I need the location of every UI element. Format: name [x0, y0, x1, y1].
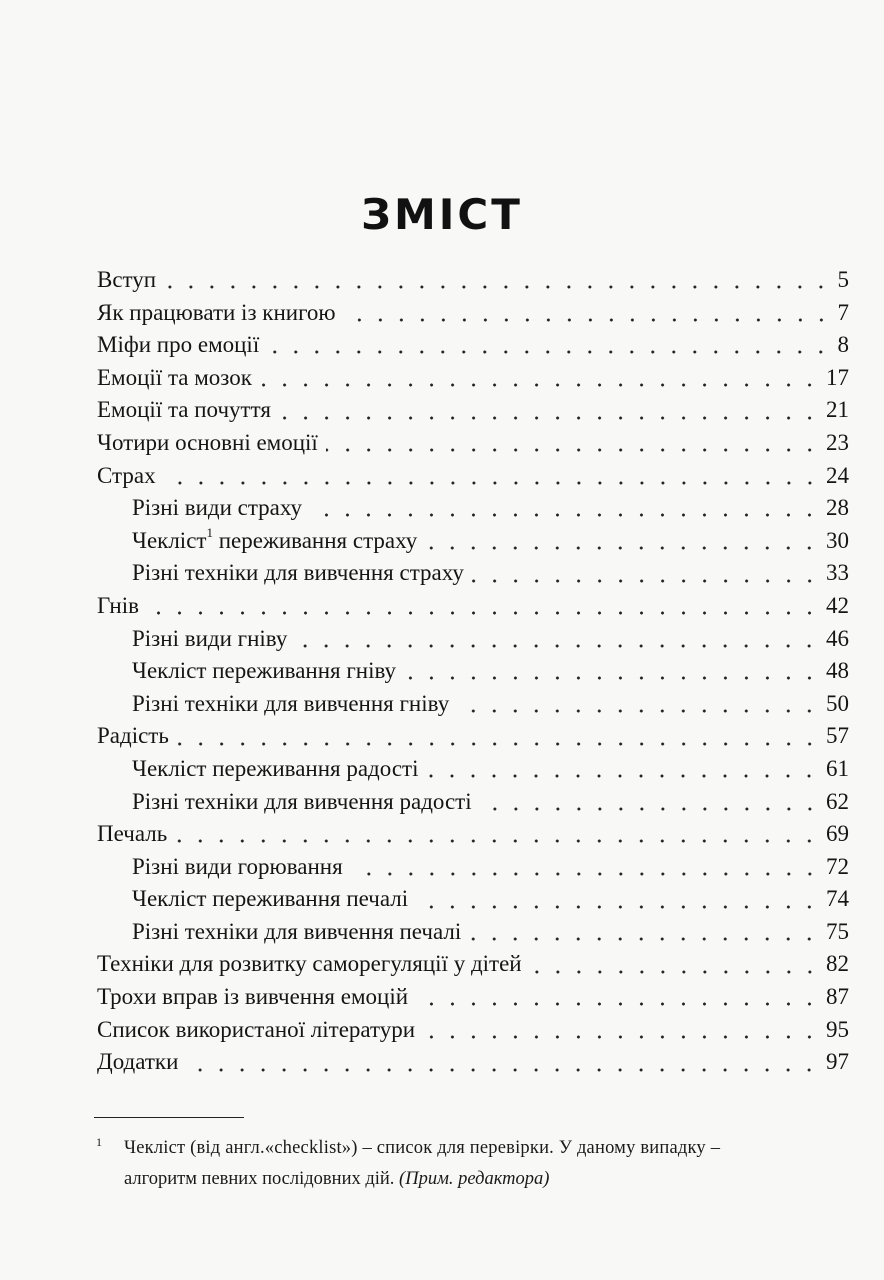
dot-leader — [326, 447, 820, 453]
toc-entry-label: Трохи вправ із вивчення емоцій — [97, 984, 409, 1010]
toc-entry-label: Техніки для розвитку саморегуляції у дітей — [97, 951, 522, 977]
toc-subentry[interactable] — [97, 557, 849, 590]
toc-entry-page: 75 — [826, 918, 849, 944]
toc-entry[interactable] — [97, 1046, 849, 1079]
toc-entry-label: Чекліст переживання печалі — [132, 886, 409, 912]
toc-entry-page: 82 — [826, 951, 849, 977]
dot-leader — [351, 871, 820, 877]
toc-entry[interactable] — [97, 981, 849, 1014]
dot-leader — [186, 1067, 820, 1073]
toc-entry-label: Радість — [97, 723, 169, 749]
table-of-contents — [97, 264, 849, 1079]
toc-entry-label: Різні техніки для вивчення гніву — [132, 690, 450, 716]
toc-entry[interactable] — [97, 948, 849, 981]
toc-entry-label: Різні техніки для вивчення радості — [132, 788, 472, 814]
toc-entry[interactable] — [97, 590, 849, 623]
dot-leader — [344, 317, 832, 323]
dot-leader — [177, 741, 820, 747]
toc-entry-label: Різні види гніву — [132, 625, 288, 651]
dot-leader — [416, 1001, 820, 1007]
toc-entry-label: Вступ — [97, 267, 157, 292]
dot-leader — [480, 806, 820, 812]
toc-entry[interactable] — [97, 720, 849, 753]
toc-subentry[interactable] — [97, 655, 849, 688]
toc-entry[interactable] — [97, 818, 849, 851]
toc-entry-page: 62 — [826, 788, 849, 814]
toc-entry-label: Додатки — [97, 1049, 179, 1075]
dot-leader — [267, 349, 831, 355]
dot-leader — [164, 284, 831, 290]
toc-entry-page: 72 — [826, 853, 849, 879]
toc-subentry[interactable] — [97, 623, 849, 656]
toc-entry[interactable] — [97, 362, 849, 395]
dot-leader — [279, 415, 820, 421]
toc-entry-page: 30 — [826, 527, 849, 553]
toc-subentry[interactable] — [97, 525, 849, 558]
toc-entry-page: 50 — [826, 690, 849, 716]
toc-entry-label: Чекліст переживання радості — [132, 755, 419, 781]
toc-entry-label: Гнів — [97, 592, 139, 618]
toc-entry-page: 23 — [826, 429, 849, 455]
toc-entry-page: 42 — [826, 592, 849, 618]
footnote — [96, 1133, 856, 1195]
toc-entry-label: Як працювати із книгою — [97, 299, 336, 325]
footnote-line-2 — [96, 1164, 856, 1195]
dot-leader — [423, 1034, 820, 1040]
toc-entry-label: Чотири основні емоції — [97, 429, 318, 455]
toc-subentry[interactable] — [97, 492, 849, 525]
toc-entry-page: 7 — [837, 299, 849, 325]
toc-entry-page: 57 — [826, 723, 849, 749]
dot-leader — [404, 675, 820, 681]
toc-entry-page: 69 — [826, 821, 849, 847]
toc-entry-page: 46 — [826, 625, 849, 651]
toc-subentry[interactable] — [97, 883, 849, 916]
toc-entry-page: 48 — [826, 658, 849, 684]
toc-entry[interactable] — [97, 297, 849, 330]
dot-leader — [472, 578, 820, 584]
toc-entry-label-main: Чекліст — [132, 527, 207, 553]
toc-entry-label: Різні види горювання — [132, 853, 343, 879]
toc-entry-page: 33 — [826, 560, 849, 586]
toc-entry[interactable] — [97, 1014, 849, 1047]
toc-entry[interactable] — [97, 394, 849, 427]
footnote-reference[interactable]: 1 — [206, 525, 213, 541]
dot-leader — [425, 545, 820, 551]
toc-entry-label: Різні види страху — [132, 495, 303, 521]
toc-entry-label: Міфи про емоції — [97, 332, 260, 358]
toc-subentry[interactable] — [97, 688, 849, 721]
toc-entry[interactable] — [97, 427, 849, 460]
dot-leader — [260, 382, 820, 388]
toc-subentry[interactable] — [97, 753, 849, 786]
dot-leader — [310, 512, 820, 518]
toc-entry-label: Емоції та мозок — [97, 364, 252, 390]
toc-subentry[interactable] — [97, 786, 849, 819]
toc-entry-label-rest: переживання страху — [212, 527, 418, 553]
toc-entry-page: 21 — [826, 397, 849, 423]
dot-leader — [416, 904, 820, 910]
toc-entry-page: 5 — [837, 267, 849, 292]
toc-entry-page: 24 — [826, 462, 849, 488]
toc-entry[interactable] — [97, 264, 849, 297]
footnote-line-1: Чекліст (від англ.«checklist») – список для перевірки. У даному випадку – — [124, 1138, 721, 1158]
dot-leader — [295, 643, 820, 649]
editor-note: (Прим. редактора) — [399, 1169, 550, 1189]
toc-entry-label: Емоції та почуття — [97, 397, 271, 423]
toc-entry-page: 87 — [826, 984, 849, 1010]
dot-leader — [530, 969, 820, 975]
toc-entry-page: 95 — [826, 1016, 849, 1042]
toc-entry[interactable] — [97, 460, 849, 493]
toc-entry[interactable] — [97, 329, 849, 362]
toc-entry-page: 61 — [826, 755, 849, 781]
toc-subentry[interactable] — [97, 851, 849, 884]
dot-leader — [164, 480, 820, 486]
page-title: ЗМІСТ — [361, 190, 523, 239]
toc-entry-label: Чекліст переживання гніву — [132, 658, 397, 684]
toc-subentry[interactable] — [97, 916, 849, 949]
toc-entry-page: 8 — [837, 332, 849, 358]
toc-entry-label — [132, 525, 417, 558]
toc-entry-label: Страх — [97, 462, 156, 488]
toc-entry-label: Печаль — [97, 821, 168, 847]
footnote-mark: 1 — [96, 1135, 102, 1149]
dot-leader — [426, 773, 820, 779]
toc-entry-label: Різні техніки для вивчення страху — [132, 560, 464, 586]
dot-leader — [175, 838, 820, 844]
dot-leader — [469, 936, 820, 942]
footnote-divider — [94, 1117, 244, 1118]
toc-entry-label: Різні техніки для вивчення печалі — [132, 918, 462, 944]
dot-leader — [147, 610, 820, 616]
toc-entry-page: 17 — [826, 364, 849, 390]
dot-leader — [457, 708, 820, 714]
toc-entry-page: 74 — [826, 886, 849, 912]
toc-entry-label: Список використаної літератури — [97, 1016, 416, 1042]
toc-entry-page: 28 — [826, 495, 849, 521]
footnote-text: алгоритм певних послідовних дій. — [124, 1169, 395, 1189]
toc-entry-page: 97 — [826, 1049, 849, 1075]
